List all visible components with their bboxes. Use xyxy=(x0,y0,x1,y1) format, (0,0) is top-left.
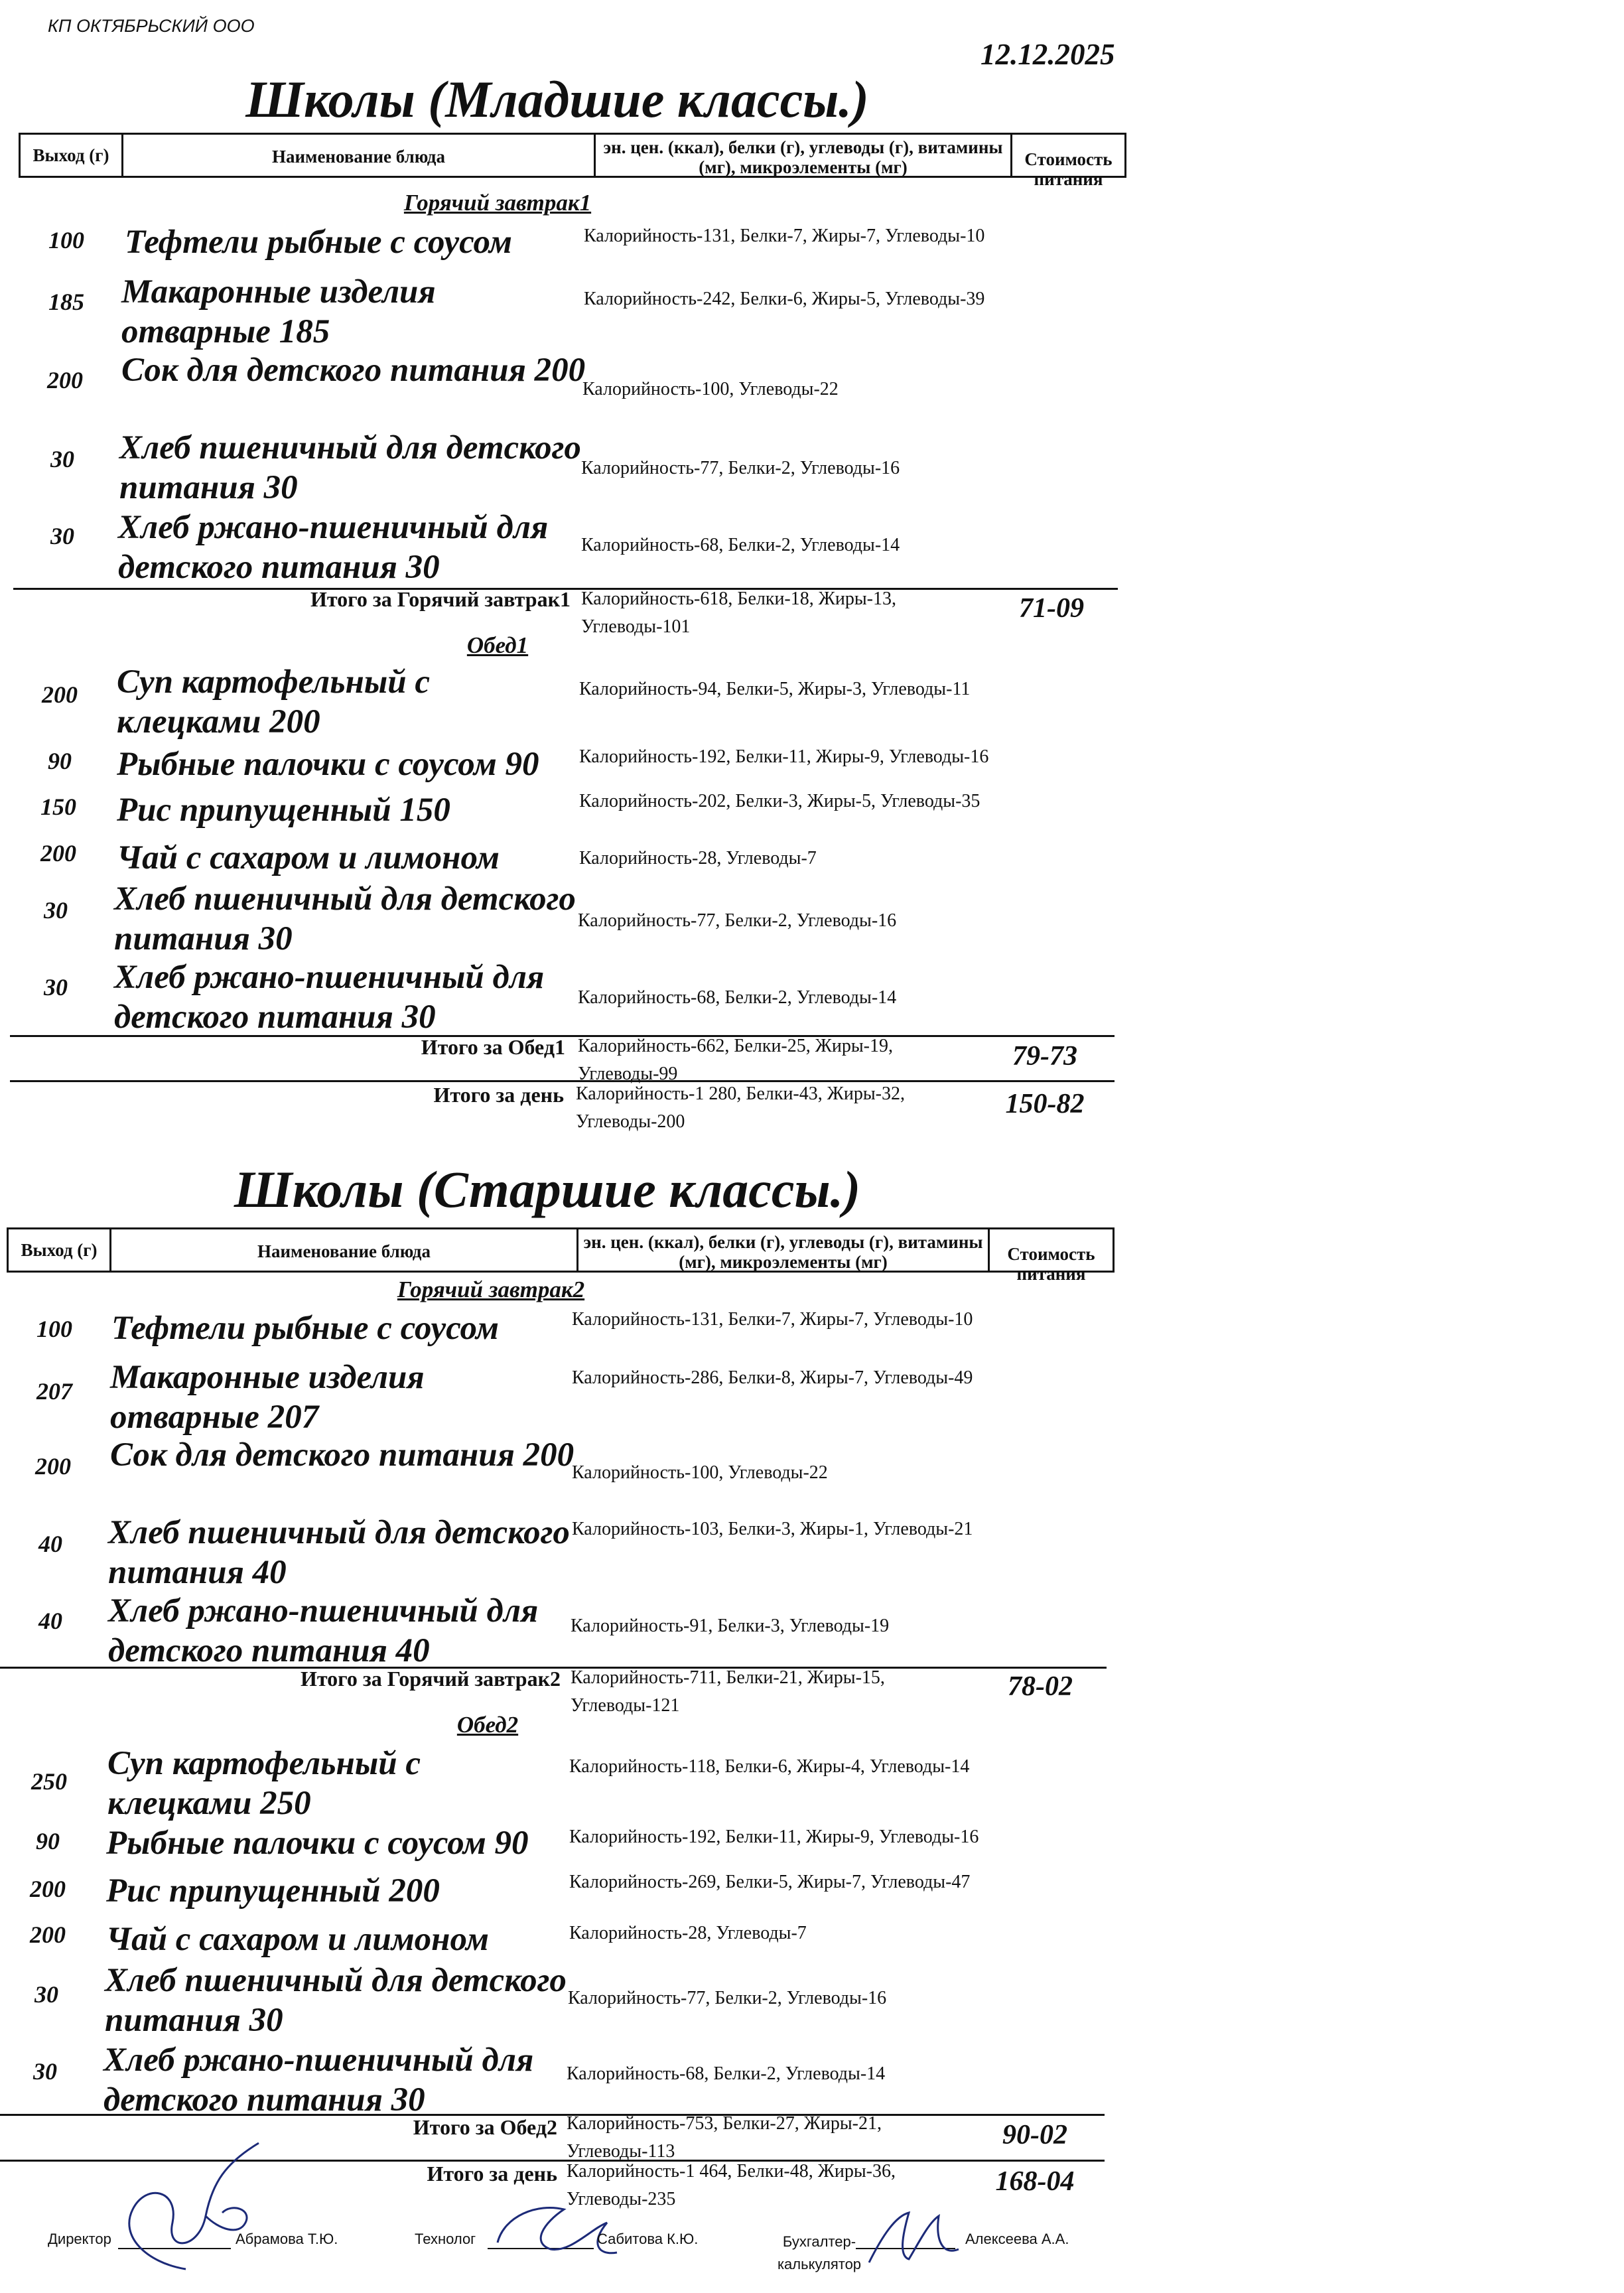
item-dish: Рис припущенный 150 xyxy=(117,792,450,829)
list-item xyxy=(0,1435,1128,1508)
item-qty: 200 xyxy=(30,1876,66,1902)
total-cost: 79-73 xyxy=(1012,1041,1077,1072)
item-nutrition: Калорийность-68, Белки-2, Углеводы-14 xyxy=(581,535,900,555)
item-qty: 30 xyxy=(44,897,68,924)
item-dish: Хлеб ржано-пшеничный для детского питания 40 xyxy=(108,1592,539,1669)
technologist-name: Сабитова К.Ю. xyxy=(597,2231,699,2247)
header-nutrition: эн. цен. (ккал), белки (г), углеводы (г), витамины (мг), микроэлементы (мг) xyxy=(594,135,1010,176)
company-name: КП ОКТЯБРЬСКИЙ ООО xyxy=(48,16,255,36)
accountant-name: Алексеева А.А. xyxy=(965,2231,1069,2247)
item-dish: Хлеб ржано-пшеничный для детского питания 30 xyxy=(114,959,545,1036)
technologist-role: Технолог xyxy=(415,2231,476,2247)
item-nutrition: Калорийность-131, Белки-7, Жиры-7, Углеводы-10 xyxy=(572,1309,973,1330)
list-item xyxy=(0,1961,1128,2039)
total-cost: 90-02 xyxy=(1002,2120,1067,2150)
item-nutrition: Калорийность-100, Углеводы-22 xyxy=(582,379,839,399)
header-name: Наименование блюда xyxy=(121,135,594,176)
section-breakfast2: Горячий завтрак2 xyxy=(397,1277,585,1302)
item-nutrition: Калорийность-242, Белки-6, Жиры-5, Углеводы-39 xyxy=(584,289,985,309)
list-item xyxy=(0,350,1128,423)
item-dish: Сок для детского питания 200 xyxy=(121,352,586,389)
total-label: Итого за Обед2 xyxy=(413,2115,557,2139)
day-total-cost: 150-82 xyxy=(1005,1089,1085,1119)
item-nutrition: Калорийность-94, Белки-5, Жиры-3, Углеводы-11 xyxy=(579,679,971,699)
list-item xyxy=(0,1513,1128,1591)
item-qty: 30 xyxy=(50,446,74,472)
item-nutrition: Калорийность-192, Белки-11, Жиры-9, Углеводы-16 xyxy=(579,746,989,767)
item-qty: 200 xyxy=(42,681,78,708)
director-name: Абрамова Т.Ю. xyxy=(236,2231,338,2247)
item-nutrition: Калорийность-68, Белки-2, Углеводы-14 xyxy=(567,2063,886,2084)
list-item xyxy=(0,662,1128,740)
list-item xyxy=(0,272,1128,350)
item-dish: Чай с сахаром и лимоном xyxy=(106,1921,489,1958)
item-nutrition: Калорийность-28, Углеводы-7 xyxy=(569,1923,807,1943)
item-nutrition: Калорийность-68, Белки-2, Углеводы-14 xyxy=(578,987,897,1008)
header-qty: Выход (г) xyxy=(33,145,109,165)
total-label: Итого за Горячий завтрак2 xyxy=(300,1667,561,1691)
section-breakfast1: Горячий завтрак1 xyxy=(403,190,592,216)
item-qty: 30 xyxy=(34,1981,58,2008)
item-qty: 200 xyxy=(40,840,76,867)
header-cost: Стоимость питания xyxy=(988,1229,1113,1271)
total-nutrition: Калорийность-711, Белки-21, Жиры-15, Углеводы-121 xyxy=(571,1667,885,1716)
item-qty: 100 xyxy=(36,1316,72,1342)
director-signature xyxy=(106,2136,279,2282)
technologist-signature xyxy=(491,2189,624,2269)
junior-title: Школы (Младшие классы.) xyxy=(245,70,869,128)
item-qty: 185 xyxy=(48,289,84,315)
header-nutrition: эн. цен. (ккал), белки (г), углеводы (г), витамины (мг), микроэлементы (мг) xyxy=(576,1229,988,1271)
list-item xyxy=(0,2040,1128,2119)
day-total-nutrition: Калорийность-1 464, Белки-48, Жиры-36, Углеводы-235 xyxy=(567,2161,896,2209)
senior-table-header xyxy=(7,1227,1115,1284)
list-item xyxy=(0,1591,1128,1669)
item-qty: 250 xyxy=(31,1768,67,1795)
item-qty: 200 xyxy=(47,367,83,393)
item-nutrition: Калорийность-286, Белки-8, Жиры-7, Углеводы-49 xyxy=(572,1367,973,1388)
director-role: Директор xyxy=(48,2231,111,2247)
header-qty: Выход (г) xyxy=(21,1240,98,1260)
item-dish: Хлеб пшеничный для детского питания 30 xyxy=(119,429,581,506)
item-nutrition: Калорийность-192, Белки-11, Жиры-9, Углеводы-16 xyxy=(569,1827,979,1847)
list-item xyxy=(0,957,1128,1036)
list-item xyxy=(0,1744,1128,1822)
section-lunch1: Обед1 xyxy=(466,632,529,658)
item-dish: Суп картофельный с клецками 200 xyxy=(117,663,430,740)
item-qty: 100 xyxy=(48,227,84,253)
item-nutrition: Калорийность-103, Белки-3, Жиры-1, Углеводы-21 xyxy=(572,1519,973,1539)
item-dish: Рыбные палочки с соусом 90 xyxy=(117,746,539,783)
list-item xyxy=(0,1357,1128,1436)
item-nutrition: Калорийность-131, Белки-7, Жиры-7, Углеводы-10 xyxy=(584,226,985,246)
item-dish: Сок для детского питания 200 xyxy=(110,1436,575,1474)
total-cost: 78-02 xyxy=(1008,1671,1073,1702)
item-dish: Тефтели рыбные с соусом xyxy=(125,224,512,261)
junior-table-header xyxy=(19,133,1126,189)
item-qty: 30 xyxy=(33,2058,57,2085)
item-dish: Рыбные палочки с соусом 90 xyxy=(106,1825,529,1862)
item-nutrition: Калорийность-269, Белки-5, Жиры-7, Углеводы-47 xyxy=(569,1872,971,1892)
item-qty: 30 xyxy=(50,523,74,549)
item-dish: Хлеб пшеничный для детского питания 40 xyxy=(108,1514,570,1591)
list-item xyxy=(0,428,1128,506)
total-cost: 71-09 xyxy=(1019,593,1084,624)
item-dish: Рис припущенный 200 xyxy=(106,1872,440,1910)
list-item xyxy=(0,508,1128,586)
total-nutrition: Калорийность-618, Белки-18, Жиры-13, Углеводы-101 xyxy=(581,589,896,637)
item-qty: 90 xyxy=(48,748,72,774)
item-nutrition: Калорийность-77, Белки-2, Углеводы-16 xyxy=(578,910,897,931)
item-qty: 90 xyxy=(36,1828,60,1854)
item-dish: Суп картофельный с клецками 250 xyxy=(107,1745,421,1822)
header-cost: Стоимость питания xyxy=(1010,135,1124,176)
day-total-nutrition: Калорийность-1 280, Белки-43, Жиры-32, Углеводы-200 xyxy=(576,1083,905,1132)
accountant-role: Бухгалтер-калькулятор xyxy=(777,2233,862,2272)
item-nutrition: Калорийность-118, Белки-6, Жиры-4, Углеводы-14 xyxy=(569,1756,970,1777)
item-dish: Хлеб ржано-пшеничный для детского питания 30 xyxy=(103,2042,534,2119)
accountant-signature xyxy=(862,2203,969,2276)
item-qty: 40 xyxy=(38,1531,62,1557)
item-qty: 40 xyxy=(38,1608,62,1634)
day-total-label: Итого за день xyxy=(433,1083,564,1107)
senior-title: Школы (Старшие классы.) xyxy=(234,1160,861,1218)
item-qty: 207 xyxy=(36,1378,72,1405)
item-qty: 200 xyxy=(30,1921,66,1948)
day-total-cost: 168-04 xyxy=(995,2166,1075,2197)
item-dish: Макаронные изделия отварные 207 xyxy=(110,1359,425,1436)
total-nutrition: Калорийность-662, Белки-25, Жиры-19, Углеводы-99 xyxy=(578,1036,893,1084)
item-dish: Хлеб пшеничный для детского питания 30 xyxy=(114,880,576,957)
item-qty: 200 xyxy=(35,1453,71,1480)
item-nutrition: Калорийность-77, Белки-2, Углеводы-16 xyxy=(581,458,900,478)
item-qty: 150 xyxy=(40,794,76,820)
list-item xyxy=(0,879,1128,957)
section-lunch2: Обед2 xyxy=(456,1712,519,1738)
item-nutrition: Калорийность-91, Белки-3, Углеводы-19 xyxy=(571,1616,890,1636)
day-total-label: Итого за день xyxy=(427,2162,557,2186)
item-dish: Хлеб ржано-пшеничный для детского питания 30 xyxy=(118,509,549,586)
item-nutrition: Калорийность-202, Белки-3, Жиры-5, Углеводы-35 xyxy=(579,791,981,811)
item-nutrition: Калорийность-77, Белки-2, Углеводы-16 xyxy=(568,1988,887,2008)
item-dish: Макаронные изделия отварные 185 xyxy=(121,273,436,350)
item-qty: 30 xyxy=(44,974,68,1001)
item-dish: Тефтели рыбные с соусом xyxy=(111,1310,499,1347)
total-label: Итого за Горячий завтрак1 xyxy=(310,587,571,611)
total-label: Итого за Обед1 xyxy=(421,1035,565,1059)
total-nutrition: Калорийность-753, Белки-27, Жиры-21, Углеводы-113 xyxy=(567,2113,882,2162)
item-dish: Хлеб пшеничный для детского питания 30 xyxy=(105,1962,567,2039)
header-name: Наименование блюда xyxy=(109,1229,576,1271)
item-dish: Чай с сахаром и лимоном xyxy=(117,839,500,876)
menu-date: 12.12.2025 xyxy=(981,38,1115,71)
item-nutrition: Калорийность-100, Углеводы-22 xyxy=(572,1462,828,1483)
item-nutrition: Калорийность-28, Углеводы-7 xyxy=(579,848,817,869)
